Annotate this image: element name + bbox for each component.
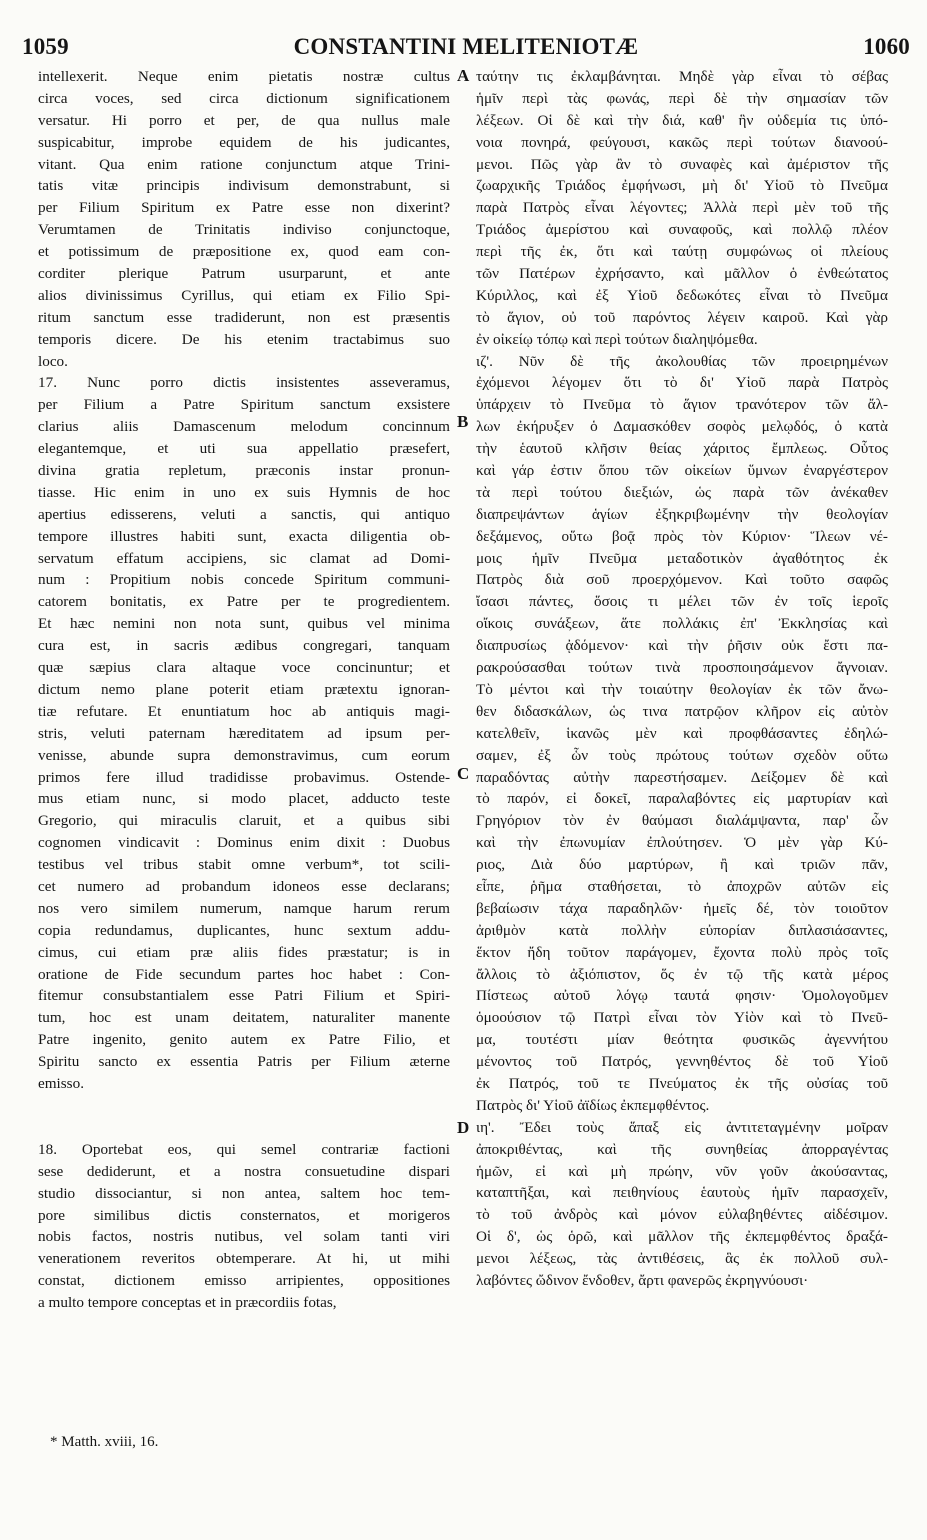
text-line: ιζ'. Νῦν δὲ τῆς ἀκολουθίας τῶν προειρημένων [476,352,888,370]
text-line: τὴν ἑαυτοῦ κλῆσιν θείας χάριτος ἔμπλεως. Οὗτος [476,440,888,458]
text-line: nos vero similem numerum, namque harum rerum [38,899,450,917]
text-line: Πατρὸς διὰ σοῦ προερχόμενον. Καὶ τοῦτο σαφῶς [476,571,888,589]
text-line: μένοντος τοῦ Πατρός, γεννηθέντος δὲ τοῦ Υἱοῦ [476,1053,888,1071]
text-line: τὸ τοῦ ἀνδρὸς καὶ μόνον εὐλαβηθέντες αἰδέσιμον. [476,1206,888,1224]
margin-marker-d: D [457,1118,470,1137]
text-line: primos fere illud tradidisse probavimus. Ostende- [38,768,450,786]
text-line: cet numero ad probandum idoneos esse declarans; [38,877,450,895]
text-line: καὶ γάρ ἐστιν ὅπου τῶν οἰκείων ὕμνων ἐναργέστερον [476,462,888,480]
text-line: νοια πονηρά, φεύγουσι, κακῶς περὶ τούτων διανοού- [476,133,888,151]
text-line: constat, dictionem emisso arripientes, oppositiones [38,1272,450,1290]
text-line: fitemur consubstantialem esse Patri Filium et Spiri- [38,987,450,1005]
page-number-left: 1059 [22,34,69,59]
text-line: ἐν οἰκείῳ τόπῳ καὶ περὶ τούτων διαληψόμεθα. [476,330,758,348]
text-line: pore similibus dictis consternatos, et morigeros [38,1206,450,1224]
text-line: ιη'. Ἔδει τοὺς ἅπαξ εἰς ἀντιτεταγμένην μοῖραν [476,1118,888,1136]
text-line: per Filium Spiritum ex Patre esse non dixerint? [38,199,450,217]
text-line: emisso. [38,1074,84,1092]
margin-marker-a: A [457,66,470,85]
text-line: tum, hoc est unam deitatem, naturaliter manente [38,1009,450,1027]
text-line: cognomen vindicavit : Dominus enim dixit : Duobus [38,834,450,852]
text-line: clarius aliis Damascenum melodum concinnum [38,418,450,436]
text-line: nobis factos, nostris nutibus, vel solam tanti viri [38,1228,450,1246]
text-line: θεν διδασκάλων, ὡς τινα πατρῷον κλῆρον εἰς αὐτὸν [476,702,888,720]
text-line: studio dissociantur, si non antea, saltem hoc tem- [38,1184,450,1202]
text-line: καταπτῆξαι, καὶ πειθηνίους ἑαυτοὺς ἡμῖν παρασχεῖν, [476,1184,888,1202]
text-line: Κύριλλος, καὶ ἐξ Υἱοῦ δεδωκότες εἶναι τὸ Πνεῦμα [476,286,888,304]
text-line: tatis vitæ principis indivisum demonstrabunt, si [38,177,450,195]
text-line: λων ἐκήρυξεν ὁ Δαμασκόθεν σοφὸς μελῳδός, ὁ κατὰ [476,418,888,436]
text-line: alios divinissimus Cyrillus, qui etiam ex Filio Spi- [38,286,450,304]
margin-marker-b: B [457,412,469,431]
text-line: num : Propitium nobis concede Spiritum communi- [38,571,450,589]
paragraph-gap [38,1095,450,1139]
text-line: ἡμῖν περὶ τὰς φωνάς, περὶ δὲ τὴν σημασίαν τῶν [476,89,888,107]
text-line: κατελθεῖν, ἱκανῶς μὲν καὶ προφθάσαντες ἐδηλώ- [476,724,888,742]
text-line: sese dediderunt, et a nostra consuetudine dispari [38,1162,450,1180]
text-line: mus etiam nunc, si modo placet, adducto teste [38,790,450,808]
text-line: λαβόντες ὤδινον ἔνδοθεν, ἄρτι φανερῶς ἐκρηγνύουσι· [476,1271,809,1289]
text-line: et potissimum de præpositione ex, quod eam con- [38,243,450,261]
text-line: Patre ingenito, genito autem ex Patre Filio, et [38,1031,450,1049]
text-line: tiasse. Hic enim in uno ex suis Hymnis de hoc [38,483,450,501]
text-line: cura est, in sacris ædibus congregari, tanquam [38,637,450,655]
text-line: τῶν Πατέρων ἐχρήσαντο, καὶ μᾶλλον ὁ ἐνθεώτατος [476,265,888,283]
text-line: τὸ ἅγιον, οὐ τοῦ παρόντος λέγειν καιροῦ. Καὶ γὰρ [476,308,888,326]
text-line: tempore illustres habiti sunt, exacta diligentia ob- [38,527,450,545]
text-line: μενοι λέξεως, τὰς ἀντιθέσεις, ἃς ἐκ πολλοῦ συλ- [476,1250,888,1268]
text-line: τὰ περὶ τούτου διεξιών, ὡς παρὰ τῶν ἀνέκαθεν [476,483,888,501]
text-line: ρακρούσασθαι τούτων τινὰ προσποιησάμενον ἄγνοιαν. [476,659,888,677]
text-line: δεξάμενος, οὕτω βοᾷ πρὸς τὸν Κύριον· Ἵλεων νέ- [476,527,888,545]
text-line: suspicabitur, improbe equidem de his judicantes, [38,133,450,151]
text-line: ἕκτον ἤδη τοῦτον παράγομεν, ἔχοντα πολὺ πρὸς τοῖς [476,943,888,961]
text-line: ταύτην τις ἐκλαμβάνηται. Μηδὲ γὰρ εἶναι τὸ σέβας [476,68,888,85]
greek-column [476,66,888,1292]
text-line: Gregorio, qui miraculis claruit, et a quibus sibi [38,812,450,830]
text-line: corditer plerique Patrum usurparunt, et ante [38,265,450,283]
text-line: ὑπάρχειν τὸ Πνεῦμα τὸ ἅγιον τρανότερον τῶν ἄλ- [476,396,888,414]
text-line: Et hæc nemini non nota sunt, quibus vel minima [38,615,450,633]
text-line: ἡμῶν, εἰ καὶ μὴ πρώην, νῦν γοῦν ἀκούσαντας, [476,1162,888,1180]
text-line: Verumtamen de Trinitatis indiviso conjunctoque, [38,221,450,239]
text-line: διαπρεψάντων ἁγίων ἐξηκριβωμένην τὴν θεολογίαν [476,505,888,523]
text-line: ritum sanctum esse tradiderunt, non est præsentis [38,308,450,326]
text-line: intellexerit. Neque enim pietatis nostræ cultus [38,68,450,85]
text-line: a multo tempore conceptas et in præcordiis fotas, [38,1294,337,1312]
text-line: ζωαρχικῆς Τριάδος ἐμφήνωσι, μὴ δι' Υἱοῦ τὸ Πνεῦμα [476,177,888,195]
text-line: ριος, Διὰ δύο μαρτύρων, ἢ καὶ τριῶν πᾶν, [476,856,888,874]
text-line: σαμεν, ἐξ ὧν τοὺς πρώτους τούτων σχεδὸν οὕτω [476,746,888,764]
text-line: vitant. Qua enim ratione conjunctum atque Trini- [38,155,450,173]
text-line: μενοι. Πῶς γὰρ ἂν τὸ συναφὲς καὶ ἀμέριστον τῆς [476,155,888,173]
text-line: tiæ refutare. Et enuntiatum hoc ab antiquis magi- [38,702,450,720]
text-line: Spiritu sancto ex essentia Patris per Filium æterne [38,1053,450,1071]
margin-marker-c: C [457,764,470,783]
text-line: loco. [38,352,68,370]
text-line: ὁμοούσιον τῷ Πατρὶ εἶναι τὸν Υἱὸν καὶ τὸ Πνεῦ- [476,1009,888,1027]
text-line: ἀποκριθέντας, καὶ τῆς συνηθείας ἀπορραγέντας [476,1140,888,1158]
text-line: παραδόντας αὐτὴν παρεστήσαμεν. Δείξομεν δὲ καὶ [476,768,888,786]
text-line: μα, τουτέστι μίαν θεότητα φυσικῶς ἀγεννήτου [476,1031,888,1049]
text-line: versatur. Hi porro et per, de qua nullus male [38,111,450,129]
text-line: Τριάδος ἀμερίστου καὶ συναφοῦς, καὶ πολλῷ πλέον [476,221,888,239]
text-line: Πατρὸς δι' Υἱοῦ ἀϊδίως ἐκπεμφθέντος. [476,1096,710,1114]
text-line: περὶ τῆς ἐκ, ὅτι καὶ ταύτῃ συμφώνως οἱ πλείους [476,243,888,261]
text-line: Γρηγόριον τὸν ἐν θαύμασι διαλάμψαντα, παρ' ὧν [476,812,888,830]
text-line: ἴσασι πάντες, ὅσοις τι μέλει τῶν ἐν τοῖς ἱεροῖς [476,593,888,611]
text-line: εἶπε, ῥῆμα σταθήσεται, τὸ ἀποχρῶν αὐτῶν εἰς [476,877,888,895]
text-line: ἀριθμὸν κατὰ πολλὴν εὐπορίαν διπλασιάσαντες, [476,921,888,939]
text-line: catorem bonitatis, ex Patre per te progredientem. [38,593,450,611]
text-line: Πίστεως αὐτοῦ λόγῳ ταυτά φησιν· Ὁμολογοῦμεν [476,987,888,1005]
text-line: dictum nemo plane poterit etiam prætextu ignoran- [38,680,450,698]
page-header [22,34,910,68]
text-line: copia redundamus, duplicantes, hunc sextum addu- [38,921,450,939]
text-line: τὸ παρόν, εἰ δοκεῖ, παραλαβόντες εἰς μαρτυρίαν καὶ [476,790,888,808]
text-line: μοις ἡμῖν Πνεῦμα μεταδοτικὸν ἀγαθότητος ἐκ [476,549,888,567]
text-line: temporis dicere. De his etenim tractabimus suo [38,330,450,348]
text-line: 17. Nunc porro dictis insistentes asseveramus, [38,374,450,392]
footnote: * Matth. xviii, 16. [50,1434,159,1450]
latin-column [38,66,450,1314]
text-line: circa voces, sed circa dictionum significationem [38,89,450,107]
text-line: oratione de Fide secundum partes hoc habet : Con- [38,965,450,983]
text-line: οἴκοις συνάξεων, ἅτε πολλάκις ἐπ' Ἐκκλησίας καὶ [476,615,888,633]
text-line: ἐχόμενοι λέγομεν ὅτι τὸ δι' Υἱοῦ παρὰ Πατρὸς [476,374,888,392]
text-line: λέξεων. Οἱ δὲ καὶ τὴν διά, καθ' ἣν οὐδεμία τις ὑπό- [476,111,888,129]
page-number-right: 1060 [863,34,910,59]
text-line: stris, veluti paternam hæreditatem ad ipsum per- [38,724,450,742]
text-line: βεβαίωσιν τάχα παραδηλῶν· ἡμεῖς δέ, τὸν τοιοῦτον [476,899,888,917]
text-line: cimus, cui etiam præ aliis fides præstatur; is in [38,943,450,961]
text-line: ἄλλοις τὸ ἀξιόπιστον, ὅς ἐν τῷ τῆς κατὰ μέρος [476,965,888,983]
text-line: servatum effatum accipiens, sic clamat ad Domi- [38,549,450,567]
text-line: per Filium a Patre Spiritum sanctum exsistere [38,396,450,414]
text-line: ἐκ Πατρός, τοῦ τε Πνεύματος ἐκ τῆς οὐσίας τοῦ [476,1074,888,1092]
text-line: testibus vel tribus stabit omne verbum*, tot scili- [38,856,450,874]
running-title: CONSTANTINI MELITENIOTÆ [293,34,639,59]
text-line: Οἱ δ', ὡς ὁρῶ, καὶ μᾶλλον τῆς ἐκπεμφθέντος δραξά- [476,1228,888,1246]
text-line: διαπρυσίως ᾀδόμενον· καὶ τὴν ῥῆσιν οὐκ ἔστι πα- [476,637,888,655]
text-line: venerationem reveritos obtemperare. At hi, ut mihi [38,1250,450,1268]
text-line: Τὸ μέντοι καὶ τὴν τοιαύτην θεολογίαν ἐκ τῶν ἄνω- [476,680,888,698]
text-line: καὶ τὴν ἐπωνυμίαν ἐπλούτησεν. Ὁ μὲν γὰρ Κύ- [476,834,888,852]
text-line: elegantemque, et uti sua appellatio præsefert, [38,440,450,458]
text-line: divina gratia repletum, præconis instar pronun- [38,462,450,480]
text-line: quæ sæpius clara altaque voce concinuntur; et [38,659,450,677]
text-line: παρὰ Πατρὸς εἶναι λέγοντες; Ἀλλὰ περὶ μὲν τοῦ τῆς [476,199,888,217]
text-line: venisse, abunde supra demonstravimus, cum eorum [38,746,450,764]
text-line: apertius edisserens, veluti a sanctis, qui antiquo [38,505,450,523]
text-line: 18. Oportebat eos, qui semel contrariæ factioni [38,1140,450,1158]
